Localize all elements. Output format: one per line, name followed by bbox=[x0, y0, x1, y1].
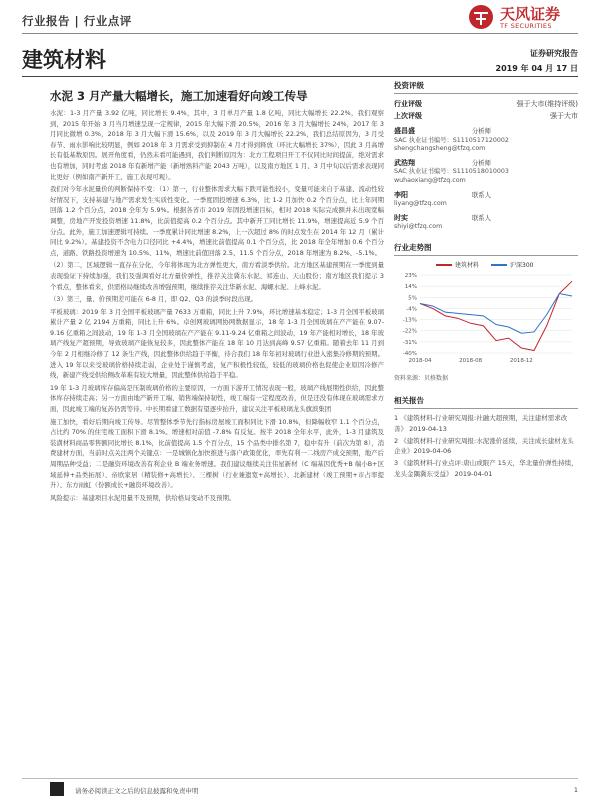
industry-rating-row bbox=[394, 98, 578, 110]
report-category-tags: 行业报告 | 行业点评 bbox=[22, 14, 132, 28]
rating-section-title: 投资评级 bbox=[394, 80, 578, 94]
header-divider bbox=[22, 33, 578, 34]
y-tick-label: 23% bbox=[404, 272, 417, 279]
previous-rating-row bbox=[394, 110, 578, 122]
x-tick-label: 2018-08 bbox=[459, 357, 483, 364]
previous-rating-value: 强于大市 bbox=[550, 112, 578, 120]
analyst-role: 联系人 bbox=[472, 191, 491, 199]
legend-item bbox=[436, 260, 479, 269]
report-headline: 水泥 3 月产量大幅增长，施工加速看好向竣工传导 bbox=[50, 89, 308, 103]
sidebar bbox=[394, 80, 578, 481]
body-paragraph: 施工加快，看好后期向竣工传导。尽管整体季节先行指标房屋竣工面积同比下滑 10.8%，但降幅收窄 1.1 个百分点，占比约 70% 的住宅竣工面积下滑 8.1%。增速相对前值 -7.8% 有反复。按半 2018 全年水平，此外，1-3 月建筑及装潢材料商品零售额同比增长 8.1%，比前值提高 1.5 个百分点，15 个品类中排名第 7，稳中有升（前次为第 8），消费建材方面，当前时点关注两个关键点：一是城镇化加快推进与落户政策优化，率先有利一二线房产成交预期，地产后周期品种受益；二是融资环境改善有利企业 B 端业务增速。我们建议继续关注伟星新材（C 端基因优秀+B 端小B+区域延伸+品类拓展）、帝欧家居（精装修+高增长）、三棵树（行业兼遗宽+高增长）、北新建材（竣工预期+市占率提升）、东方雨虹（份额成长+融资环境改善）。 bbox=[50, 417, 384, 490]
analyst-email[interactable]: shiyi@tfzq.com bbox=[394, 223, 443, 231]
related-report-link[interactable]: 1 《建筑材料-行业研究周报:社融大超预期，关注建材需求改善》 2019-04-13 bbox=[394, 414, 568, 433]
related-section-title: 相关报告 bbox=[394, 396, 578, 409]
body-paragraph: 平板玻璃：2019 年 3 月全国平板玻璃产量 7633 万重箱，同比上升 7.9%，环比增速基本稳定；1-3 月全国平板玻璃累计产量 2 亿 2194 万重箱，同比上升 6%。卓创网玻璃网协网数据显示，18 年 1-3 月全国玻璃在产产能在 9.07-9.16 亿重箱之间波动，19 年 1-3 月全国玻璃在产产能在 9.11-9.24 亿重箱之间波动，19 年产能相对增长，18 年玻璃产线复产超预期，导致玻璃产能恢复较多，因此整体产能在 18 年 10 月达到高峰 9.57 亿重箱。随着去年 11 月到今年 2 月相继冷修了 12 条生产线，因此整体供给趋于平衡，待合我们 18 年年初对玻璃行业进入密集冷修期的预期。进入 19 年以来受玻璃价格持续走弱，企业处于谨慎考虑，复产积极性较低，较低的玻璃价格也促使企业原因冷修产线，新建产线受供给侧改革难有较大增量，因此整体供给趋于平稳。 bbox=[50, 307, 384, 380]
y-tick-label: -13% bbox=[402, 317, 417, 324]
analyst-entry bbox=[394, 214, 578, 232]
page-title: 建筑材料 bbox=[22, 48, 106, 72]
body-paragraph: （2）第二，区域逻辑一直存在分化，今年将体现为北方弹性更大，南方看淡季供给。北方地区基建预期在一季度到量表现验证下持续加强，我们及强调看好北方量价弹性，推荐关注冀东水泥、祁连山、天山股份；南方地区我们提示 3 个看点，整体看来，供需格局继续改善增强预期，继续推荐关注华新水泥、海螺水泥、上峰水泥。 bbox=[50, 261, 384, 291]
analyst-entry bbox=[394, 127, 578, 154]
footer-divider bbox=[22, 778, 578, 779]
analyst-name: 武浩翔 bbox=[394, 158, 415, 167]
company-logo bbox=[468, 2, 578, 32]
y-tick-label: -22% bbox=[402, 328, 417, 335]
analyst-role: 联系人 bbox=[472, 214, 491, 222]
report-body bbox=[50, 108, 384, 505]
analyst-email[interactable]: shengchangsheng@tfzq.com bbox=[394, 145, 486, 153]
y-tick-label: -4% bbox=[406, 306, 417, 313]
industry-rating-label: 行业评级 bbox=[394, 100, 422, 108]
industry-trend-section bbox=[394, 242, 578, 382]
analyst-name: 李阳 bbox=[394, 190, 408, 199]
report-type: 证券研究报告 bbox=[530, 49, 578, 58]
analyst-name: 时实 bbox=[394, 213, 408, 222]
logo-text-cn: 天风证券 bbox=[500, 5, 561, 23]
related-reports-section bbox=[394, 396, 578, 479]
analyst-role: 分析师 bbox=[472, 159, 491, 167]
risk-warning: 风险提示：基建项目水泥用量不及预期，供给格局变动不及预期。 bbox=[50, 493, 236, 502]
y-tick-label: -40% bbox=[402, 350, 417, 357]
y-tick-label: 14% bbox=[404, 284, 417, 291]
chart-legend bbox=[436, 260, 578, 269]
qr-code-icon bbox=[50, 782, 64, 796]
x-tick-label: 2018-12 bbox=[509, 357, 533, 364]
logo-mark-icon bbox=[468, 4, 494, 30]
industry-rating-value: 强于大市(维持评级) bbox=[516, 100, 578, 108]
logo-text-en: TF SECURITIES bbox=[500, 22, 552, 30]
analyst-name: 盛昌盛 bbox=[394, 127, 415, 135]
analyst-list bbox=[394, 127, 578, 232]
analyst-entry bbox=[394, 159, 578, 186]
analyst-sac: SAC 执业证书编号：S1110517120002 bbox=[394, 136, 509, 144]
trend-line-chart bbox=[394, 269, 578, 369]
chart-source: 资料来源：贝格数据 bbox=[394, 374, 449, 382]
footer-disclaimer: 请务必阅读正文之后的信息披露和免责申明 bbox=[75, 787, 199, 795]
body-paragraph: （3）第三，量、价预期差可能在 6-8 月，即 Q2、Q3 的淡季时段出现。 bbox=[50, 295, 257, 304]
analyst-entry bbox=[394, 191, 578, 209]
x-tick-label: 2018-04 bbox=[408, 357, 432, 364]
title-divider bbox=[22, 76, 578, 77]
analyst-role: 分析师 bbox=[472, 128, 491, 135]
body-paragraph: 我们对今年水泥量价的判断保持不变：（1）第一，行业整体需求大幅下跌可能性较小，变量可能来自于基建、流动性较好情况下，支持基建与地产需求发生实质性变化。一季度固投增速 6.3%，比 1-2 月加快 0.2 个百分点，比上年同期回落 1.2 个百分点，2018 全年为 5.9%。根据各省市 2019 年固投增速目标，相对 2018 实际完成额并未出现宽幅调整，房地产开发投资增速 11.8%，比前值提高 0.2 个百分点。其中新开工同比增长 11.9%，增速提高近 5.9 个百分点。此外，施工加速逻辑可持续。一季度累计同比增速 8.2%，上一次超过 8% 的时点发生在 2014 年 12 月（累计同比 9.2%）。基建投资不含电力口径同比 +4.4%，增速比前值提高 0.1 个百分点，比 2018 年全年增加 0.6 个百分点，道路、铁路投资增速为 10.5%、11%，增速比前值回落 2.5、11.5 个百分点，2018 年增速为 8.2%、-5.1%。 bbox=[50, 185, 384, 257]
legend-item bbox=[491, 260, 533, 269]
analyst-email[interactable]: wuhaoxiang@tfzq.com bbox=[394, 176, 466, 184]
previous-rating-label: 上次评级 bbox=[394, 112, 422, 120]
y-tick-label: -31% bbox=[402, 339, 417, 346]
body-paragraph: 水泥：1-3 月产量 3.92 亿吨，同比增长 9.4%，其中，3 月单月产量 1.8 亿吨，同比大幅增长 22.2%，我们观察到，2015 年开始 3 月当月增速呈现一定规律，2015 年大幅下滑 20.5%，2016 年 3 月大幅增长 24%，2017 年 3 月同比微增 0.3%，2018 年 3 月大幅下滑 15.6%，以及 2019 年 3 月大幅增长 22.2%，我们总结原因为，3 月受春节、雨水影响比较明显，例如 2018 年 3 月需求受到抑制在 4 月才得到释放（环比大幅增长 37%），因此 3 月高增长有低基数原因。展开角度看，仍然未看可能遇到，我们判断原因为：北方工程项目开工不仅同比时间提前，绝对需求也有增加，同时考虑 2018 年有新增产能（新增熟料产能 2043 万吨），以及南方地区 1 月、3 月中旬以后需求表现同比更好（例如南产新开工、施工表现可观）。 bbox=[50, 109, 384, 181]
analyst-sac: SAC 执业证书编号：S1110518010003 bbox=[394, 168, 509, 176]
related-report-link[interactable]: 2 《建筑材料-行业研究周报:水泥涨价延续，关注成长建材龙头企业》2019-04-06 bbox=[394, 436, 574, 456]
series-line bbox=[420, 294, 572, 334]
legend-label: 建筑材料 bbox=[455, 261, 480, 269]
analyst-email[interactable]: liyang@tfzq.com bbox=[394, 200, 447, 208]
related-report-link[interactable]: 3 《建筑材料-行业点评:唐山或限产 15天，华北量价弹性持续，龙头金隅冀东受益》 2019-04-01 bbox=[394, 459, 578, 478]
series-line bbox=[420, 281, 572, 350]
y-tick-label: 5% bbox=[408, 295, 417, 302]
legend-label: 沪深300 bbox=[510, 261, 534, 269]
page-number: 1 bbox=[573, 786, 578, 794]
report-date: 2019 年 04 月 17 日 bbox=[495, 64, 578, 73]
trend-section-title: 行业走势图 bbox=[394, 242, 578, 256]
body-paragraph: 19 年 1-3 月玻璃库存偏高是压制玻璃价格的主要原因，一方面下游开工情况表现一般，玻璃产线展期性供给，因此整体库存持续走高；另一方面由地产新开工端、销售端保持韧性，竣工端有一定程度改善，但是还没有体现在玻璃需求方面，因此竣工端的复苏仍需等待。中长期看建工数据有望逐步抬升，建议关注平板玻璃龙头旗滨集团 bbox=[50, 383, 384, 414]
